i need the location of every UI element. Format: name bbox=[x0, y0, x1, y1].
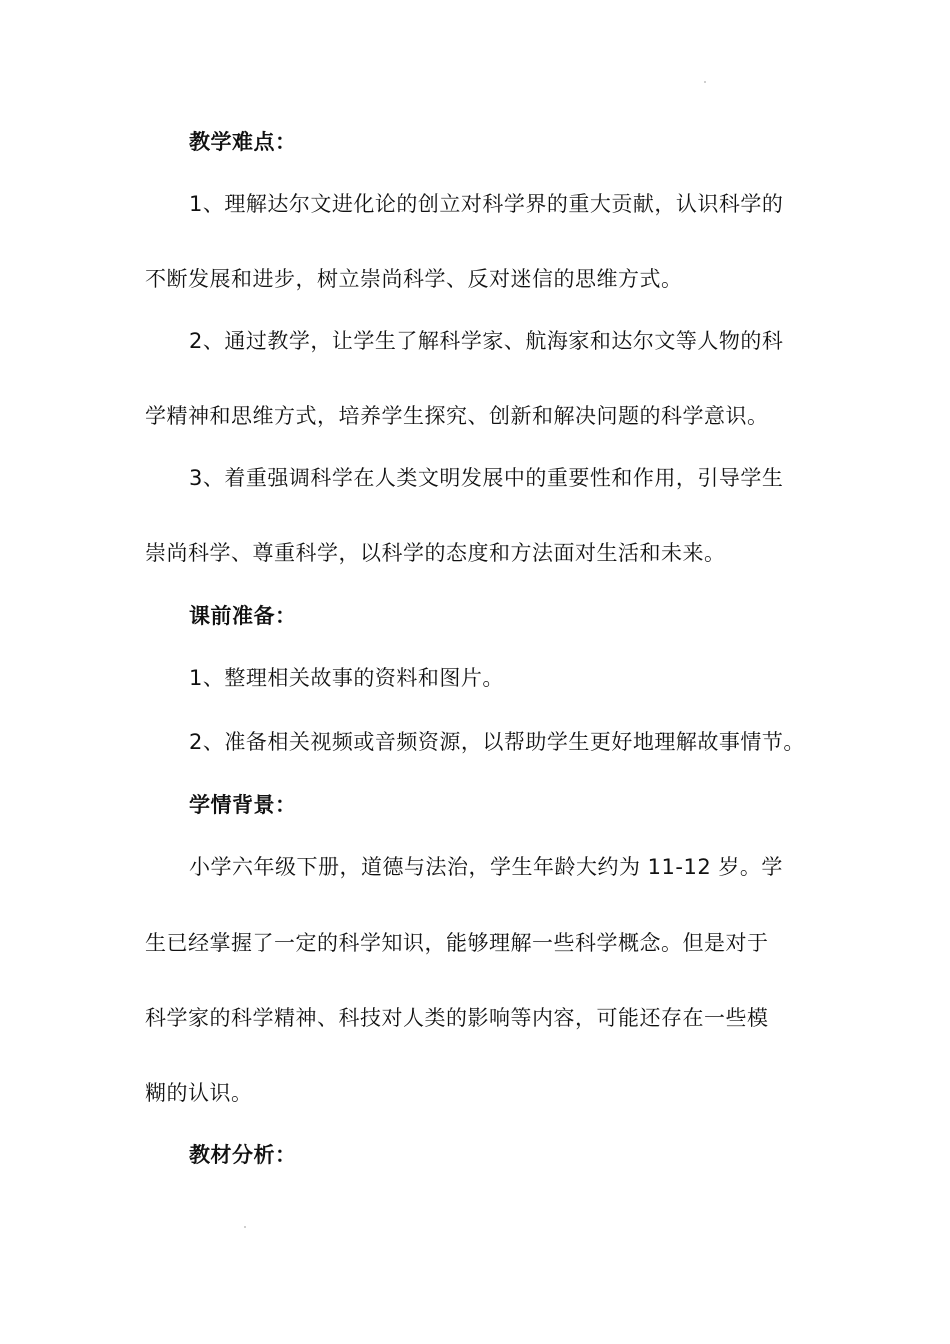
difficulty-item-1-line-2: 不断发展和进步，树立崇尚科学、反对迷信的思维方式。 bbox=[145, 267, 683, 291]
preparation-item-2: 2、准备相关视频或音频资源，以帮助学生更好地理解故事情节。 bbox=[189, 730, 805, 754]
background-line-3: 科学家的科学精神、科技对人类的影响等内容，可能还存在一些模 bbox=[145, 1006, 769, 1030]
difficulty-item-2-line-2: 学精神和思维方式，培养学生探究、创新和解决问题的科学意识。 bbox=[145, 404, 769, 428]
background-line-2: 生已经掌握了一定的科学知识，能够理解一些科学概念。但是对于 bbox=[145, 931, 769, 955]
background-line-1: 小学六年级下册，道德与法治，学生年龄大约为 11-12 岁。学 bbox=[189, 855, 783, 879]
page-speck-bottom bbox=[244, 1226, 246, 1228]
difficulty-item-2-line-1: 2、通过教学，让学生了解科学家、航海家和达尔文等人物的科 bbox=[189, 329, 784, 353]
heading-analysis: 教材分析： bbox=[189, 1143, 297, 1167]
difficulty-item-3-line-2: 崇尚科学、尊重科学，以科学的态度和方法面对生活和未来。 bbox=[145, 541, 726, 565]
background-line-4: 糊的认识。 bbox=[145, 1081, 253, 1105]
heading-preparation: 课前准备： bbox=[189, 604, 297, 628]
heading-teaching-difficulty: 教学难点： bbox=[189, 130, 297, 154]
page-speck-top bbox=[704, 81, 706, 83]
preparation-item-1: 1、整理相关故事的资料和图片。 bbox=[189, 666, 504, 690]
heading-background: 学情背景： bbox=[189, 793, 297, 817]
difficulty-item-3-line-1: 3、着重强调科学在人类文明发展中的重要性和作用，引导学生 bbox=[189, 466, 784, 490]
difficulty-item-1-line-1: 1、理解达尔文进化论的创立对科学界的重大贡献，认识科学的 bbox=[189, 192, 784, 216]
